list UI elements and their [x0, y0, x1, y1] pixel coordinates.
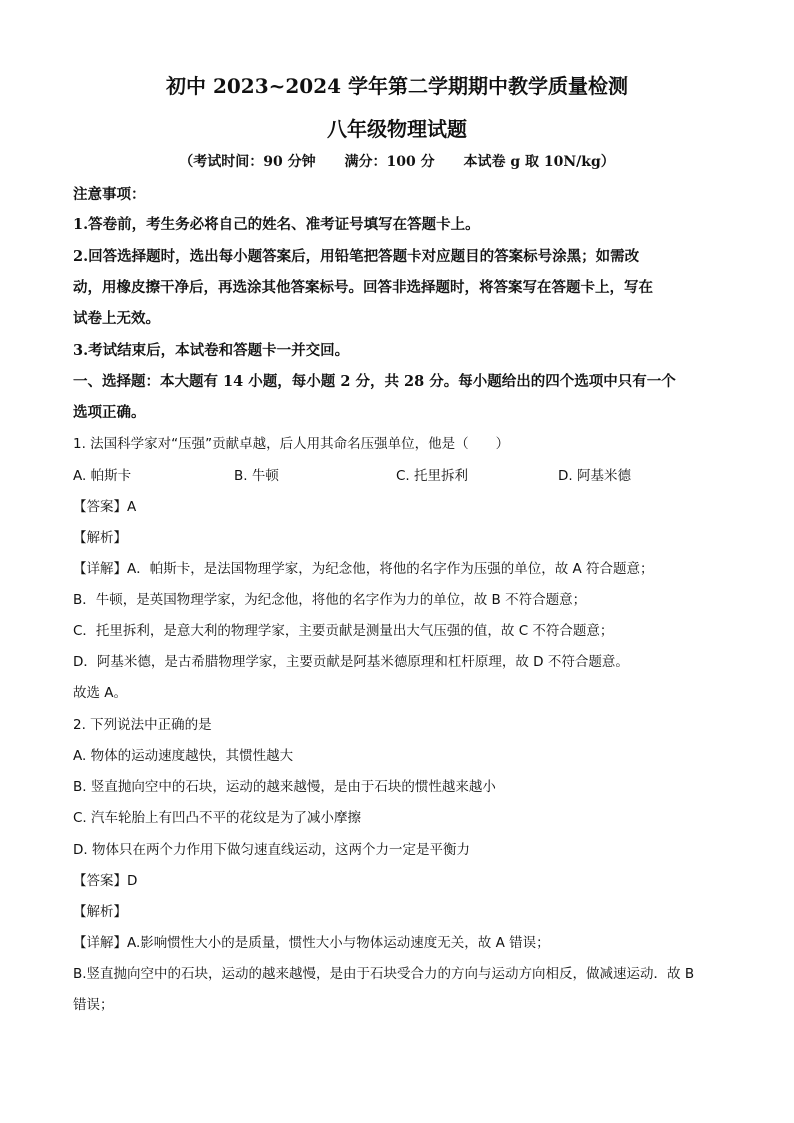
section-heading: 一、选择题：本大题有 14 小题，每小题 2 分，共 28 分。每小题给出的四个选项中只有一个	[73, 373, 676, 390]
exam-time: （考试时间：90 分钟	[179, 154, 316, 170]
notice-item: 2.回答选择题时，选出每小题答案后，用铅笔把答题卡对应题目的答案标号涂黑；如需改	[73, 248, 640, 265]
detail-conclusion: 故选 A。	[73, 685, 128, 701]
detail-text: A．帕斯卡，是法国物理学家，为纪念他，将他的名字作为压强的单位，故 A 符合题意；	[127, 561, 654, 577]
detail-line	[73, 557, 654, 577]
section-heading-cont: 选项正确。	[73, 404, 146, 421]
answer-line	[73, 495, 136, 515]
exam-meta	[0, 151, 794, 171]
question-stem: 2. 下列说法中正确的是	[73, 717, 212, 733]
answer-tag: 【答案】	[73, 873, 127, 889]
detail-text: B.竖直抛向空中的石块，运动的越来越慢，是由于石块受合力的方向与运动方向相反，做减速运动．故 B	[73, 966, 695, 982]
answer-line	[73, 869, 137, 889]
detail-text: 错误；	[73, 997, 114, 1013]
notice-item: 3.考试结束后，本试卷和答题卡一并交回。	[73, 342, 350, 359]
question-option: C. 汽车轮胎上有凹凸不平的花纹是为了减小摩擦	[73, 810, 362, 826]
answer-value: A	[127, 499, 137, 515]
notice-item: 1.答卷前，考生务必将自己的姓名、准考证号填写在答题卡上。	[73, 216, 480, 233]
question-option: A. 物体的运动速度越快，其惯性越大	[73, 748, 294, 764]
exam-gravity-note: 本试卷 g 取 10N/kg）	[463, 154, 615, 170]
notice-item: 试卷上无效。	[73, 310, 160, 327]
detail-text: B．牛顿，是英国物理学家，为纪念他，将他的名字作为力的单位，故 B 不符合题意；	[73, 592, 587, 608]
analysis-tag: 【解析】	[73, 904, 127, 920]
question-option: B. 竖直抛向空中的石块，运动的越来越慢，是由于石块的惯性越来越小	[73, 779, 496, 795]
detail-line	[73, 931, 550, 951]
answer-tag: 【答案】	[73, 499, 127, 515]
answer-value: D	[127, 873, 138, 889]
question-option: B. 牛顿	[234, 468, 279, 484]
exam-score: 满分：100 分	[344, 154, 435, 170]
analysis-tag: 【解析】	[73, 530, 127, 546]
exam-title: 初中 2023~2024 学年第二学期期中教学质量检测	[165, 74, 628, 98]
detail-tag: 【详解】	[73, 561, 127, 577]
notice-heading: 注意事项：	[73, 186, 146, 203]
exam-subtitle: 八年级物理试题	[327, 117, 467, 141]
detail-text: D．阿基米德，是古希腊物理学家，主要贡献是阿基米德原理和杠杆原理，故 D 不符合题意。	[73, 654, 629, 670]
question-option: D. 物体只在两个力作用下做匀速直线运动，这两个力一定是平衡力	[73, 842, 470, 858]
question-option: C. 托里拆利	[396, 468, 469, 484]
notice-item: 动，用橡皮擦干净后，再选涂其他答案标号。回答非选择题时，将答案写在答题卡上，写在	[73, 279, 653, 296]
question-option: D. 阿基米德	[558, 468, 631, 484]
detail-tag: 【详解】	[73, 935, 127, 951]
detail-text: A.影响惯性大小的是质量，惯性大小与物体运动速度无关，故 A 错误；	[127, 935, 550, 951]
question-option: A. 帕斯卡	[73, 468, 132, 484]
question-stem: 1. 法国科学家对“压强”贡献卓越，后人用其命名压强单位，他是（ ）	[73, 436, 510, 452]
detail-text: C．托里拆利，是意大利的物理学家，主要贡献是测量出大气压强的值，故 C 不符合题意；	[73, 623, 614, 639]
